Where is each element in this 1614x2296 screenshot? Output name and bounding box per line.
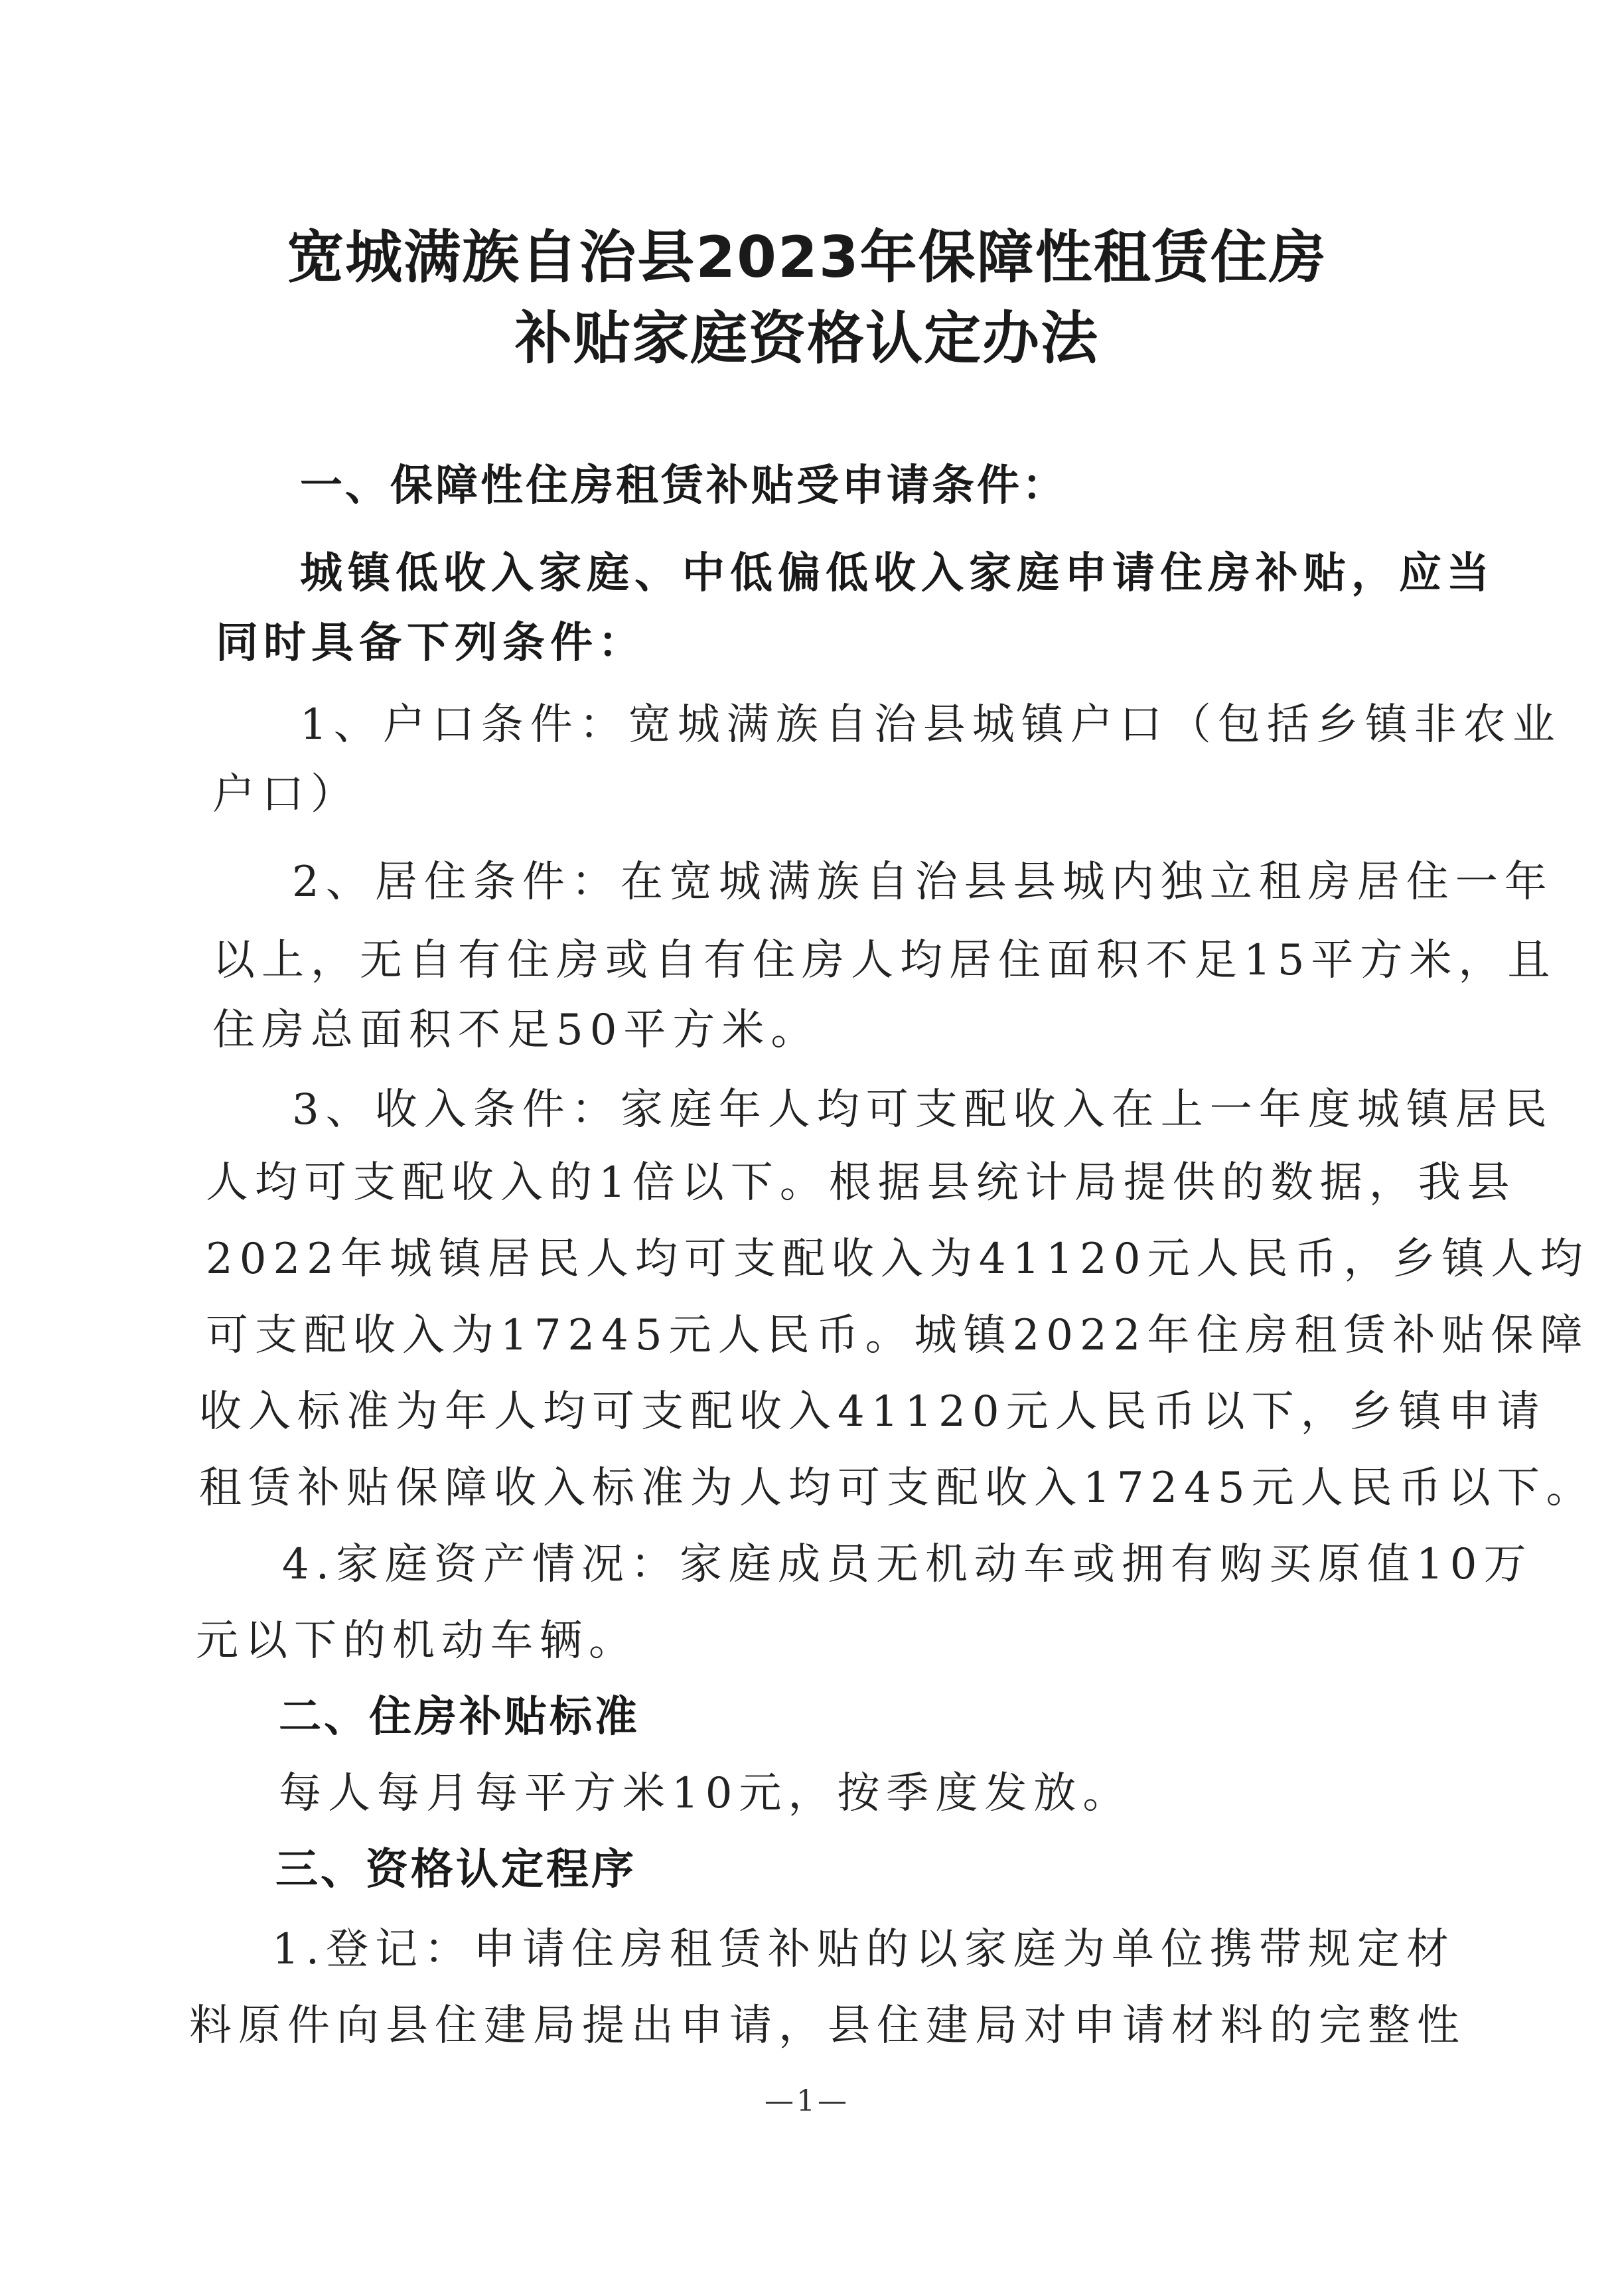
section-heading-1: 一、保障性住房租赁补贴受申请条件： bbox=[300, 461, 1067, 510]
body-line: 3、收入条件：家庭年人均可支配收入在上一年度城镇居民 bbox=[292, 1085, 1554, 1134]
body-line: 同时具备下列条件： bbox=[216, 619, 646, 668]
document-title-line-1: 宽城满族自治县2023年保障性租赁住房 bbox=[287, 224, 1327, 291]
body-line: 1、户口条件：宽城满族自治县城镇户口（包括乡镇非农业 bbox=[300, 700, 1562, 749]
body-line: 每人每月每平方米10元，按季度发放。 bbox=[279, 1769, 1132, 1818]
body-line: 料原件向县住建局提出申请，县住建局对申请材料的完整性 bbox=[189, 2001, 1466, 2050]
body-line: 城镇低收入家庭、中低偏低收入家庭申请住房补贴，应当 bbox=[300, 549, 1495, 598]
body-line: 收入标准为年人均可支配收入41120元人民币以下，乡镇申请 bbox=[199, 1387, 1546, 1436]
body-line: 以上，无自有住房或自有住房人均居住面积不足15平方米，且 bbox=[212, 936, 1557, 985]
body-line: 4.家庭资产情况：家庭成员无机动车或拥有购买原值10万 bbox=[282, 1540, 1533, 1589]
body-line: 户口） bbox=[212, 770, 360, 819]
body-line: 2、居住条件：在宽城满族自治县县城内独立租房居住一年 bbox=[292, 858, 1554, 907]
document-title-line-2: 补贴家庭资格认定办法 bbox=[515, 305, 1099, 372]
body-line: 1.登记：申请住房租赁补贴的以家庭为单位携带规定材 bbox=[272, 1925, 1456, 1974]
body-line: 租赁补贴保障收入标准为人均可支配收入17245元人民币以下。 bbox=[199, 1464, 1595, 1513]
body-line: 2022年城镇居民人均可支配收入为41120元人民币，乡镇人均 bbox=[206, 1235, 1589, 1284]
body-line: 可支配收入为17245元人民币。城镇2022年住房租赁补贴保障 bbox=[206, 1311, 1589, 1360]
body-line: 人均可支配收入的1倍以下。根据县统计局提供的数据，我县 bbox=[206, 1158, 1516, 1207]
section-heading-3: 三、资格认定程序 bbox=[275, 1845, 636, 1894]
body-line: 住房总面积不足50平方米。 bbox=[212, 1006, 820, 1055]
page-number: —1— bbox=[765, 2084, 849, 2118]
section-heading-2: 二、住房补贴标准 bbox=[279, 1693, 640, 1742]
body-line: 元以下的机动车辆。 bbox=[196, 1616, 638, 1665]
